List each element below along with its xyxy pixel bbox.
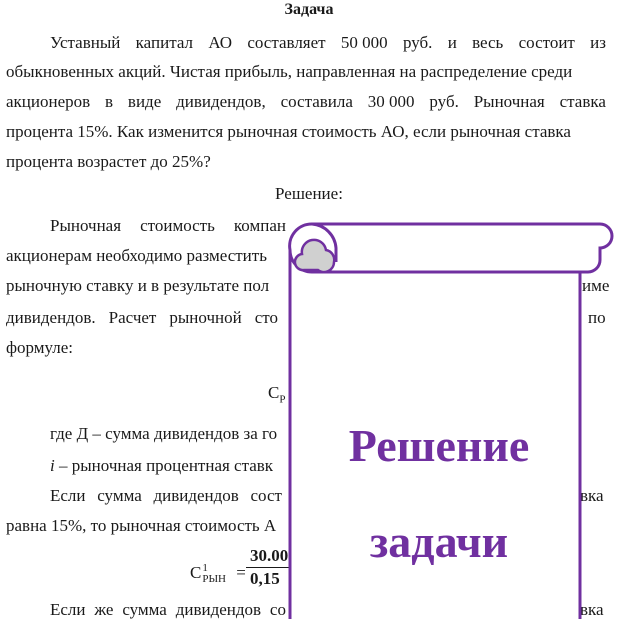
solution-line-5: формуле: bbox=[6, 338, 74, 357]
solution-line-1: Рыночная стоимость компан bbox=[50, 216, 286, 235]
overlay-title-line-1: Решение bbox=[348, 420, 530, 471]
formula-lhs: С 1 РЫН = bbox=[190, 562, 246, 586]
overlay-title-line-2: задачи bbox=[369, 516, 509, 567]
solution-line-3a: рыночную ставку и в результате пол bbox=[6, 276, 270, 295]
problem-line-3: акционеров в виде дивидендов, составила 30 000 руб. Рыночная ставка bbox=[6, 92, 606, 111]
solution-line-2: акционерам необходимо разместить bbox=[6, 246, 267, 265]
problem-line-1: Уставный капитал АО составляет 50 000 руб. и весь состоит из bbox=[50, 33, 606, 52]
formula-fraction: $\frac{30.00}{0,15}$ bbox=[246, 545, 292, 590]
if-line-1b: вка bbox=[580, 486, 604, 505]
solution-heading: Решение: bbox=[275, 184, 343, 203]
where-line-1: где Д – сумма дивидендов за го bbox=[50, 424, 278, 443]
if-line-2: равна 15%, то рыночная стоимость А bbox=[6, 516, 277, 535]
last-line-b: вка bbox=[580, 600, 604, 619]
problem-line-4: процента 15%. Как изменится рыночная стоимость АО, если рыночная ставка bbox=[6, 122, 571, 141]
solution-line-3b: име bbox=[582, 276, 610, 295]
last-line-a: Если же сумма дивидендов со bbox=[50, 600, 286, 619]
where-line-2: i – рыночная процентная ставк bbox=[50, 456, 274, 475]
scroll-top-roll bbox=[290, 224, 612, 272]
if-line-1a: Если сумма дивидендов сост bbox=[50, 486, 282, 505]
formula-market-value: $С_Р$ bbox=[268, 383, 286, 406]
solution-line-4a: дивидендов. Расчет рыночной сто bbox=[6, 308, 278, 327]
solution-line-4b: по bbox=[588, 308, 606, 327]
problem-line-2: обыкновенных акций. Чистая прибыль, направленная на распределение среди bbox=[6, 62, 573, 81]
document-title: Задача bbox=[284, 1, 334, 18]
problem-line-5: процента возрастет до 25%? bbox=[6, 152, 211, 171]
